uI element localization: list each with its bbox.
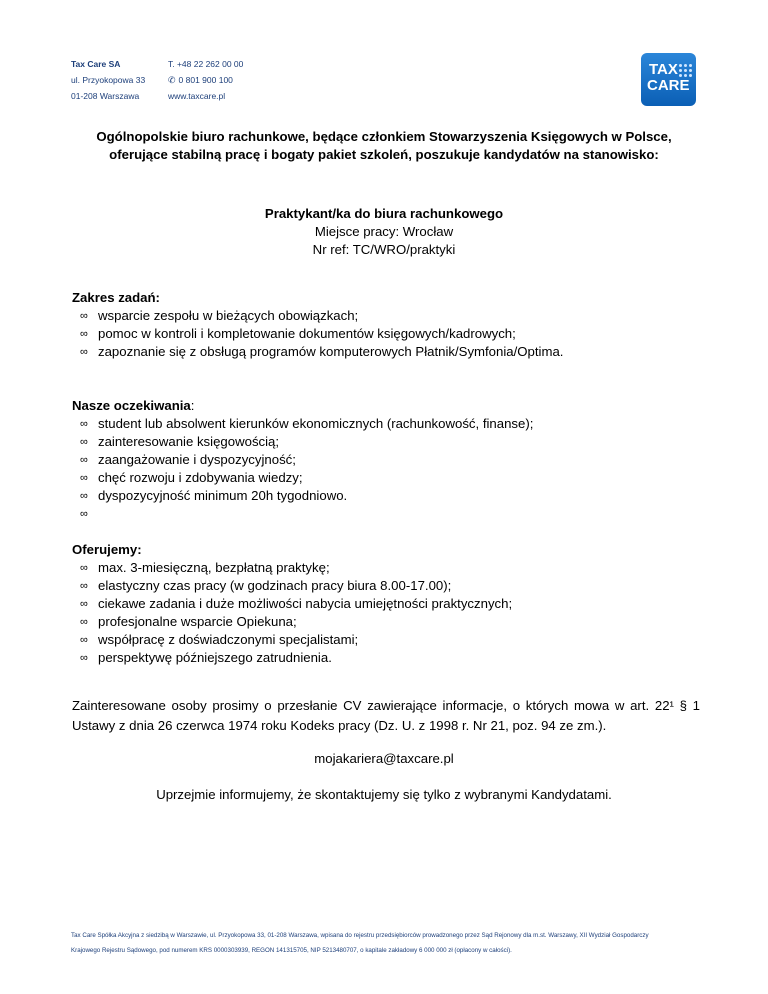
list-item: ∞ chęć rozwoju i zdobywania wiedzy;	[80, 470, 303, 485]
infinity-bullet-icon: ∞	[80, 562, 88, 574]
job-info	[40, 205, 728, 259]
list-item: ∞ profesjonalne wsparcie Opiekuna;	[80, 614, 297, 629]
list-item: ∞ ciekawe zadania i duże możliwości nabycia umiejętności praktycznych;	[80, 596, 513, 611]
infinity-bullet-icon: ∞	[80, 490, 88, 502]
company-address-block	[71, 56, 145, 104]
infinity-bullet-icon: ∞	[80, 634, 88, 646]
intro-text	[40, 128, 728, 164]
contact-email[interactable]: mojakariera@taxcare.pl	[314, 751, 454, 766]
footer-line-2: Krajowego Rejestru Sądowego, pod numerem KRS 0000303939, REGON 141315705, NIP 5213480707, o kapitale zakładowy 6 000 000 zł (opłacony w całości).	[71, 947, 512, 954]
infinity-bullet-icon: ∞	[80, 454, 88, 466]
company-hotline-row	[168, 72, 243, 88]
company-website[interactable]: www.taxcare.pl	[168, 91, 226, 101]
intro-line-2: oferujące stabilną pracę i bogaty pakiet szkoleń, poszukuje kandydatów na stanowisko:	[109, 147, 659, 162]
infinity-bullet-icon: ∞	[80, 472, 88, 484]
logo-text-bottom: CARE	[647, 77, 690, 94]
list-item: ∞ wsparcie zespołu w bieżących obowiązkach;	[80, 308, 359, 323]
intro-line-1: Ogólnopolskie biuro rachunkowe, będące członkiem Stowarzyszenia Księgowych w Polsce,	[96, 129, 672, 144]
infinity-bullet-icon: ∞	[80, 580, 88, 592]
list-item: ∞ perspektywę późniejszego zatrudnienia.	[80, 650, 332, 665]
duties-section	[72, 289, 712, 361]
list-item	[72, 505, 712, 523]
list-item: ∞ zainteresowanie księgowością;	[80, 434, 280, 449]
offer-section	[72, 541, 712, 667]
list-item: ∞ pomoc w kontroli i kompletowanie dokumentów księgowych/kadrowych;	[80, 326, 516, 341]
list-item: ∞ dyspozycyjność minimum 20h tygodniowo.	[80, 488, 348, 503]
list-item: ∞ zaangażowanie i dyspozycyjność;	[80, 452, 296, 467]
infinity-bullet-icon: ∞	[80, 436, 88, 448]
company-hotline: 0 801 900 100	[178, 75, 233, 85]
phone-icon: ✆	[168, 75, 176, 85]
infinity-bullet-icon: ∞	[80, 346, 88, 358]
closing-note: Uprzejmie informujemy, że skontaktujemy się tylko z wybranymi Kandydatami.	[156, 787, 612, 802]
logo-text-top: TAX	[649, 61, 678, 78]
infinity-bullet-icon: ∞	[80, 418, 88, 430]
job-title: Praktykant/ka do biura rachunkowego	[264, 206, 504, 221]
company-contact-block	[168, 56, 243, 104]
logo-dots-icon	[679, 64, 691, 76]
duties-heading: Zakres zadań:	[72, 290, 160, 305]
company-street: ul. Przyokopowa 33	[71, 75, 146, 85]
offer-heading: Oferujemy:	[72, 542, 142, 557]
legal-footer	[71, 928, 711, 958]
list-item: ∞ student lub absolwent kierunków ekonomicznych (rachunkowość, finanse);	[80, 416, 534, 431]
job-location: Miejsce pracy: Wrocław	[314, 224, 454, 239]
infinity-bullet-icon: ∞	[80, 616, 88, 628]
company-phone: T. +48 22 262 00 00	[168, 59, 244, 69]
list-item: ∞ elastyczny czas pracy (w godzinach pracy biura 8.00-17.00);	[80, 578, 452, 593]
infinity-bullet-icon: ∞	[80, 508, 88, 520]
application-text: Zainteresowane osoby prosimy o przesłanie CV zawierające informacje, o których mowa w art. 22¹ § 1 Ustawy z dnia 26 czerwca 1974 roku Kodeks pracy (Dz. U. z 1998 r. Nr 21, poz. 94 ze zm.).	[72, 698, 700, 733]
list-item: ∞ max. 3-miesięczną, bezpłatną praktykę;	[80, 560, 330, 575]
taxcare-logo	[641, 53, 696, 106]
footer-line-1: Tax Care Spółka Akcyjna z siedzibą w Warszawie, ul. Przyokopowa 33, 01-208 Warszawa, wpisana do rejestru przedsiębiorców prowadzonego przez Sąd Rejonowy dla m.st. Warszawy, XII Wydział Gospodarczy	[71, 932, 649, 939]
infinity-bullet-icon: ∞	[80, 310, 88, 322]
list-item: ∞ zapoznanie się z obsługą programów komputerowych Płatnik/Symfonia/Optima.	[80, 344, 564, 359]
company-city: 01-208 Warszawa	[71, 91, 140, 101]
company-name: Tax Care SA	[71, 59, 121, 69]
list-item: ∞ współpracę z doświadczonymi specjalistami;	[80, 632, 359, 647]
infinity-bullet-icon: ∞	[80, 328, 88, 340]
infinity-bullet-icon: ∞	[80, 652, 88, 664]
job-ref: Nr ref: TC/WRO/praktyki	[312, 242, 456, 257]
infinity-bullet-icon: ∞	[80, 598, 88, 610]
expectations-section	[72, 397, 712, 523]
expectations-heading: Nasze oczekiwania:	[72, 398, 195, 413]
